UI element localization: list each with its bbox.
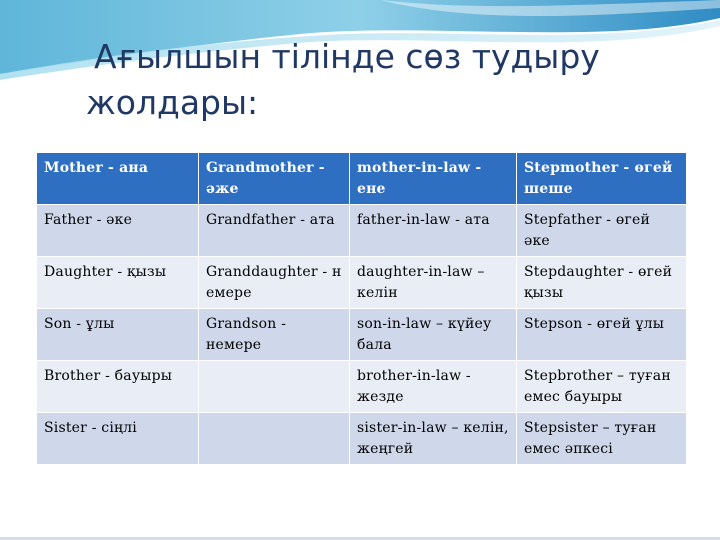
table-cell: son-in-law – күйеу бала [350, 309, 517, 361]
table-cell: Grandson - немере [199, 309, 350, 361]
table-cell [199, 413, 350, 465]
table-cell: brother-in-law - жезде [350, 361, 517, 413]
table-row [37, 413, 687, 465]
table-header-row [37, 153, 687, 205]
table-row [37, 361, 687, 413]
page-title [86, 34, 686, 126]
table-row [37, 205, 687, 257]
table-cell: Stepdaughter - өгей қызы [517, 257, 687, 309]
table-cell: Daughter - қызы [37, 257, 199, 309]
table-cell: Stepson - өгей ұлы [517, 309, 687, 361]
table-cell: Stepsister – туған емес әпкесі [517, 413, 687, 465]
table-cell: Granddaughter - немере [199, 257, 350, 309]
table-cell: Stepfather - өгей әке [517, 205, 687, 257]
table-row [37, 257, 687, 309]
title-line-1: Ағылшын тілінде сөз тудыру [94, 37, 600, 76]
table-cell: Mother - ана [37, 153, 199, 205]
table-cell: Son - ұлы [37, 309, 199, 361]
table-cell: Sister - сіңлі [37, 413, 199, 465]
table-cell [199, 361, 350, 413]
table-cell: Stepmother - өгей шеше [517, 153, 687, 205]
table-cell: sister-in-law – келін, жеңгей [350, 413, 517, 465]
table-row [37, 309, 687, 361]
table-cell: Stepbrother – туған емес бауыры [517, 361, 687, 413]
table-cell: Brother - бауыры [37, 361, 199, 413]
table-cell: Grandfather - ата [199, 205, 350, 257]
vocabulary-table [36, 152, 687, 465]
table-cell: mother-in-law - ене [350, 153, 517, 205]
table-cell: daughter-in-law – келін [350, 257, 517, 309]
table-cell: Grandmother - әже [199, 153, 350, 205]
table-cell: Father - әке [37, 205, 199, 257]
table-cell: father-in-law - ата [350, 205, 517, 257]
table-body [37, 153, 687, 465]
title-line-2: жолдары: [86, 83, 259, 122]
